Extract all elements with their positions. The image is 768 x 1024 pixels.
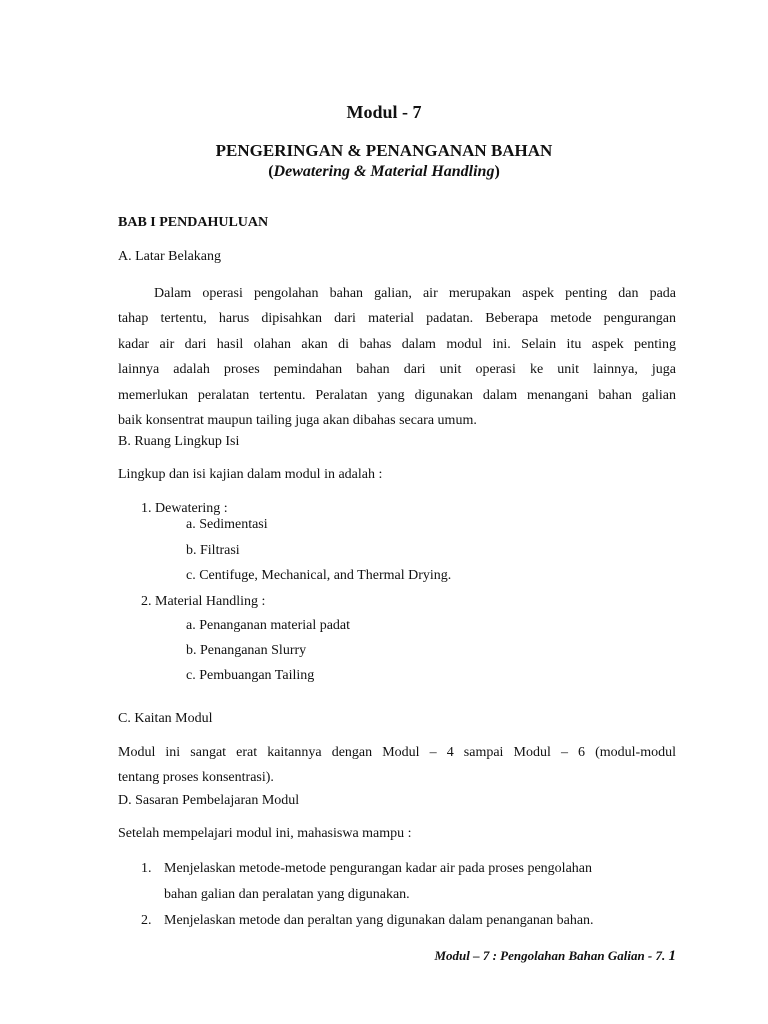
section-a-line: lainnya adalah proses pemindahan bahan dari unit operasi ke unit lainnya, juga [118, 362, 676, 377]
module-number: Modul - 7 [346, 102, 422, 122]
section-a-line: kadar air dari hasil olahan akan di bahas dalam modul ini. Selain itu aspek penting [118, 337, 676, 352]
document-subtitle: (Dewatering & Material Handling) [268, 163, 500, 180]
section-a-line: Dalam operasi pengolahan bahan galian, air merupakan aspek penting dan pada [154, 286, 676, 301]
list-item-dewatering: 1. Dewatering : [141, 501, 228, 516]
page-footer: Modul – 7 : Pengolahan Bahan Galian - 7. 1 [434, 948, 676, 964]
section-c-line: tentang proses konsentrasi). [118, 770, 274, 785]
sublist-item: a. Penanganan material padat [186, 618, 351, 633]
objective-line: Menjelaskan metode-metode pengurangan kadar air pada proses pengolahan [164, 861, 592, 876]
document-title: PENGERINGAN & PENANGANAN BAHAN [215, 141, 553, 160]
page-number: 1 [668, 948, 676, 964]
section-a-heading: A. Latar Belakang [118, 249, 222, 264]
objective-line: Menjelaskan metode dan peraltan yang digunakan dalam penanganan bahan. [164, 913, 594, 928]
sublist-item: b. Penanganan Slurry [186, 643, 307, 658]
subtitle-italic: Dewatering & Material Handling [273, 163, 495, 180]
sublist-item: a. Sedimentasi [186, 517, 268, 532]
section-a-line: tahap tertentu, harus dipisahkan dari material padatan. Beberapa metode pengurangan [118, 311, 676, 326]
section-a-line: baik konsentrat maupun tailing juga akan dibahas secara umum. [118, 413, 477, 428]
objective-number: 1. [141, 861, 152, 876]
section-c-heading: C. Kaitan Modul [118, 711, 213, 726]
section-b-intro: Lingkup dan isi kajian dalam modul in adalah : [118, 467, 383, 482]
sublist-item: b. Filtrasi [186, 543, 240, 558]
section-a-line: memerlukan peralatan tertentu. Peralatan yang digunakan dalam menangani bahan galian [118, 388, 676, 403]
sublist-item: c. Centifuge, Mechanical, and Thermal Drying. [186, 568, 452, 583]
chapter-heading: BAB I PENDAHULUAN [118, 215, 269, 230]
objective-line: bahan galian dan peralatan yang digunakan. [164, 887, 410, 902]
section-b-heading: B. Ruang Lingkup Isi [118, 434, 240, 449]
section-d-heading: D. Sasaran Pembelajaran Modul [118, 793, 300, 808]
list-item-material-handling: 2. Material Handling : [141, 594, 266, 609]
section-d-intro: Setelah mempelajari modul ini, mahasiswa mampu : [118, 826, 412, 841]
sublist-item: c. Pembuangan Tailing [186, 668, 315, 683]
objective-number: 2. [141, 913, 152, 928]
section-c-line: Modul ini sangat erat kaitannya dengan Modul – 4 sampai Modul – 6 (modul-modul [118, 745, 676, 760]
